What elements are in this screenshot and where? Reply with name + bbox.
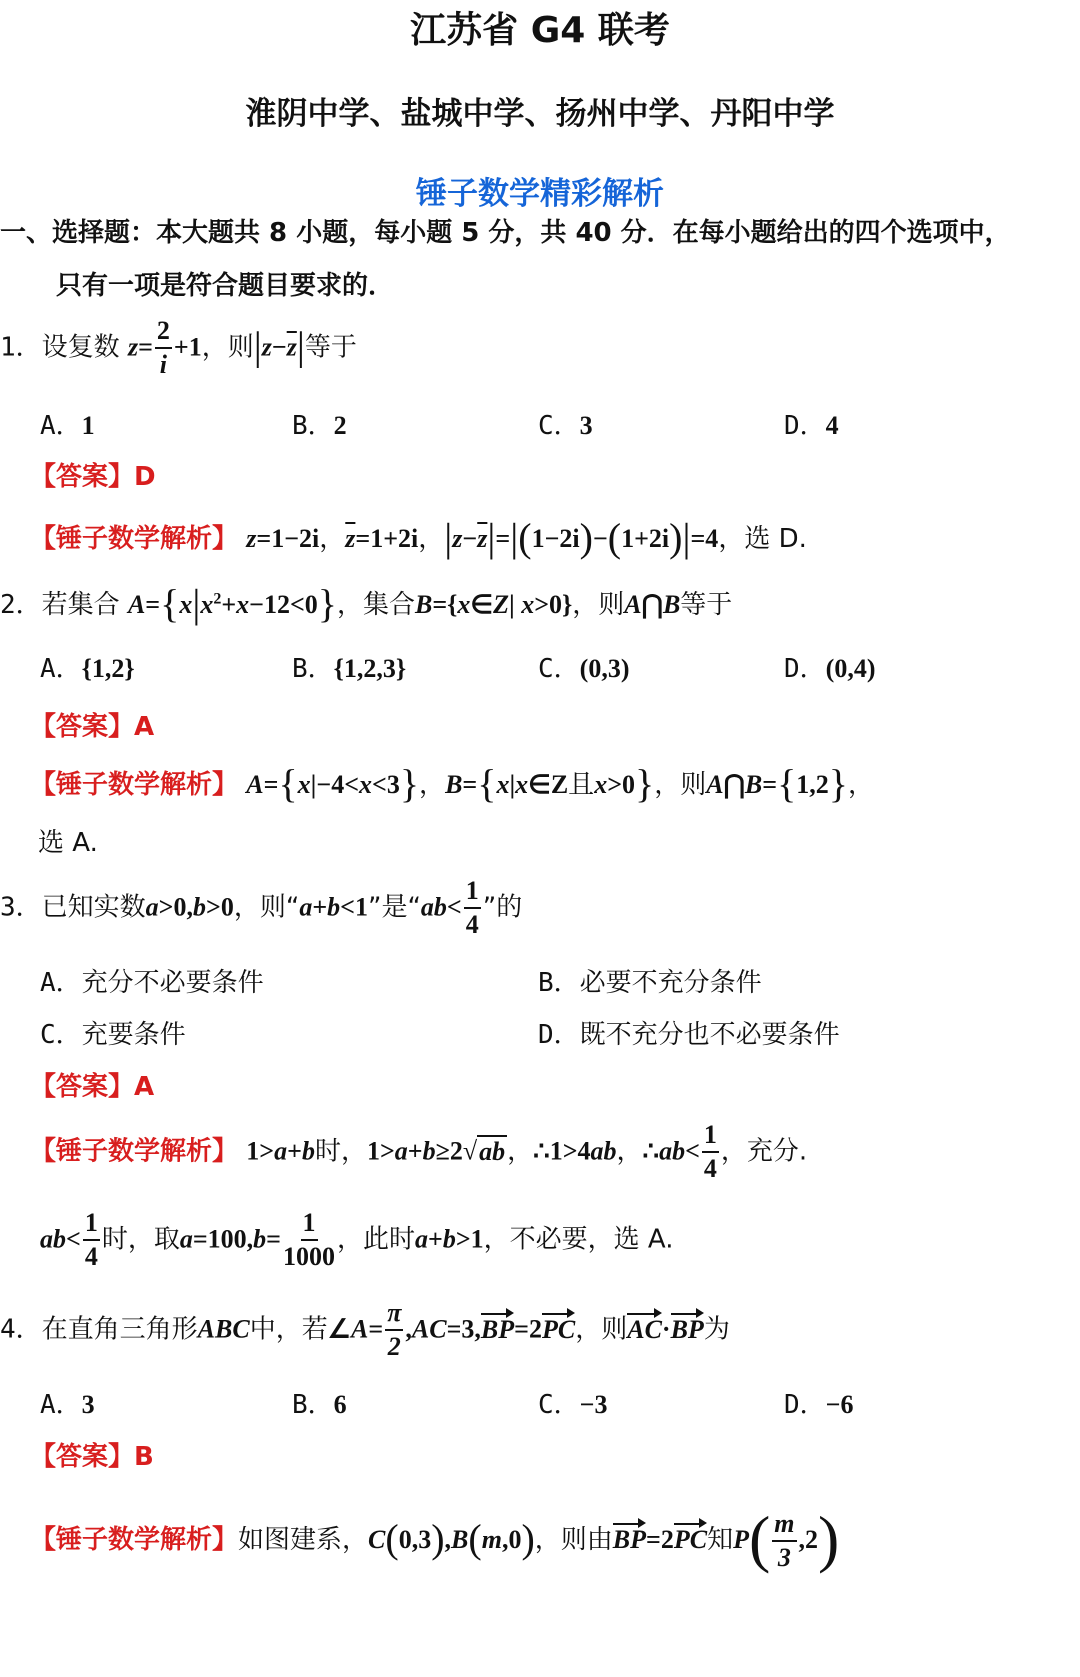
question-3: 3．已知实数a>0,b>0，则“a+b<1”是“ab< $\frac{1}{4}$ ”的: [0, 876, 523, 939]
option-d[interactable]: D．(0,4): [784, 654, 876, 684]
question-text: 等于: [304, 332, 357, 363]
option-b[interactable]: B．2: [292, 411, 347, 441]
question-number: 2．: [0, 590, 42, 620]
option-a[interactable]: A．充分不必要条件: [40, 968, 264, 998]
section-heading-line2: 只有一项是符合题目要求的．: [56, 271, 395, 301]
schools-subtitle: 淮阴中学、盐城中学、扬州中学、丹阳中学: [245, 96, 835, 132]
analysis-4: 【锤子数学解析】如图建系，C(0,3),B(m,0)，则由BP=2PC知P( $\frac{m}{3}$ ,2): [30, 1503, 840, 1574]
answer-tag: 【答案】: [30, 462, 135, 492]
answer-line-3: 【答案】A: [30, 1072, 155, 1102]
question-2: 2．若集合 $A=\{x|x^2+x-12<0\}$，集合B={x∈Z| x>0}，则A⋂B等于: [0, 581, 733, 626]
answer-line-1: [30, 456, 156, 493]
analysis-tag: 【锤子数学解析】: [30, 1136, 239, 1167]
question-number: 1．: [0, 332, 42, 363]
option-b[interactable]: B．必要不充分条件: [538, 968, 762, 998]
math-expression: z: [127, 332, 139, 362]
analysis-2: 【锤子数学解析】 A={x|−4<x<3}，B={x|x∈Z且x>0}，则A⋂B={1,2}，: [30, 761, 875, 806]
option-b[interactable]: B．6: [292, 1390, 347, 1420]
analysis-3-cont: ab< $\frac{1}{4}$ 时，取a=100,b= $\frac{1}{1000}$ ，此时a+b>1，不必要，选 A.: [40, 1208, 674, 1271]
analysis-tag: 【锤子数学解析】: [30, 524, 239, 554]
option-d[interactable]: D．−6: [784, 1390, 854, 1420]
option-b[interactable]: B．{1,2,3}: [292, 654, 407, 684]
analysis-tag: 【锤子数学解析】: [30, 1525, 239, 1555]
section-heading-line1: 一、选择题：本大题共 8 小题，每小题 5 分，共 40 分．在每小题给出的四个选项中，: [0, 218, 1011, 248]
answer-value: D: [134, 462, 156, 492]
option-c[interactable]: C．3: [538, 411, 593, 441]
option-c[interactable]: C．(0,3): [538, 654, 630, 684]
answer-line-4: 【答案】B: [30, 1442, 154, 1472]
brand-heading: 锤子数学精彩解析: [416, 176, 664, 212]
question-4: 4．在直角三角形ABC中，若∠A= $\frac{\pi}{2}$ ,AC=3,BP=2PC，则AC·BP为: [0, 1298, 730, 1361]
analysis-1: 【锤子数学解析】 z=1−2i，z=1+2i，|z−z|=|(1−2i)−(1+2i)|=4，选 D.: [30, 515, 807, 560]
analysis-2-conclusion: 选 A.: [38, 828, 98, 858]
option-c[interactable]: C．充要条件: [40, 1020, 186, 1050]
question-number: 4．: [0, 1314, 42, 1345]
option-a[interactable]: A．{1,2}: [40, 654, 135, 684]
option-c[interactable]: C．−3: [538, 1390, 608, 1420]
analysis-3: 【锤子数学解析】 1>a+b时，1>a+b≥2√ab，∴1>4ab，∴ab< $\frac{1}{4}$ ，充分.: [30, 1120, 808, 1183]
option-d[interactable]: D．4: [784, 411, 839, 441]
option-a[interactable]: A．1: [40, 411, 95, 441]
question-number: 3．: [0, 892, 42, 923]
analysis-tag: 【锤子数学解析】: [30, 770, 239, 800]
option-a[interactable]: A．3: [40, 1390, 95, 1420]
fraction: $\frac{2}{i}$: [156, 316, 170, 379]
question-1: 1．设复数 z= $\frac{2}{i}$ +1，则|z−z|等于: [0, 316, 357, 379]
document-title: 江苏省 G4 联考: [410, 10, 670, 51]
question-text: 设复数: [41, 332, 120, 363]
answer-line-2: 【答案】A: [30, 712, 155, 742]
option-d[interactable]: D．既不充分也不必要条件: [538, 1020, 840, 1050]
question-text: ，则: [201, 332, 254, 363]
